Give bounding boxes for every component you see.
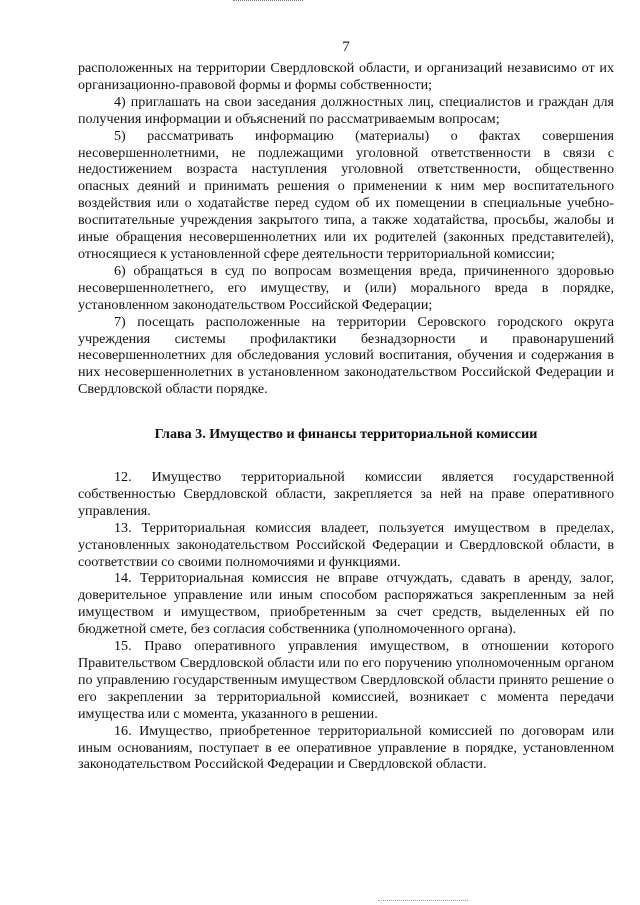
chapter-heading: Глава 3. Имущество и финансы территориальной комиссии: [154, 426, 538, 443]
document-body: [78, 60, 614, 773]
paragraph-clause-16: 16. Имущество, приобретенное территориальной комиссией по договорам или иным основаниям, поступает в ее оперативное управление в порядке, установленном законодательством Российской Федерации и Свердловской области.: [78, 722, 614, 773]
paragraph-item-4: 4) приглашать на свои заседания должностных лиц, специалистов и граждан для получения информации и объяснений по рассматриваемым вопросам;: [78, 93, 614, 127]
scan-artifact-top: [233, 0, 303, 4]
paragraph-item-5: 5) рассматривать информацию (материалы) о фактах совершения несовершеннолетними, не подлежащими уголовной ответственности в связи с недостижением возраста наступления уголовной ответственности, общественно опасных деяний и принимать решения о применении к ним мер воспитательного воздействия или о ходатайстве перед судом об их помещении в специальные учебно-воспитательные учреждения закрытого типа, а также ходатайства, просьбы, жалобы и иные обращения несовершеннолетних или их родителей (законных представителей), относящиеся к установленной сфере деятельности территориальной комиссии;: [78, 127, 614, 262]
paragraph-clause-14: 14. Территориальная комиссия не вправе отчуждать, сдавать в аренду, залог, доверительное управление или иным способом распоряжаться закрепленным за ней имуществом и имуществом, приобретенным за счет средств, выделенных ей по бюджетной смете, без согласия собственника (уполномоченного органа).: [78, 570, 614, 638]
page-number: 7: [342, 39, 350, 55]
paragraph-continuation: расположенных на территории Свердловской области, и организаций независимо от их организационно-правовой формы и формы собственности;: [78, 60, 614, 93]
paragraph-item-6: 6) обращаться в суд по вопросам возмещения вреда, причиненного здоровью несовершеннолетнего, его имуществу, и (или) морального вреда в порядке, установленном законодательством Российской Федерации;: [78, 262, 614, 313]
paragraph-item-7: 7) посещать расположенные на территории Серовского городского округа учреждения системы профилактики безнадзорности и правонарушений несовершеннолетних для обследования условий воспитания, обучения и содержания в них несовершеннолетних в установленном законодательством Российской Федерации и Свердловской области порядке.: [78, 313, 614, 398]
paragraph-clause-12: 12. Имущество территориальной комиссии является государственной собственностью Свердловской области, закрепляется за ней на праве оперативного управления.: [78, 469, 614, 519]
document-page: [78, 0, 614, 905]
paragraph-clause-15: 15. Право оперативного управления имуществом, в отношении которого Правительством Свердловской области или по его поручению уполномоченным органом по управлению государственным имуществом Свердловской области принято решение о его закреплении за территориальной комиссией, возникает с момента передачи имущества или с момента, указанного в решении.: [78, 638, 614, 722]
paragraph-clause-13: 13. Территориальная комиссия владеет, пользуется имуществом в пределах, установленных законодательством Российской Федерации и Свердловской области, в соответствии со своими полномочиями и функциями.: [78, 519, 614, 570]
scan-artifact-bottom: [378, 898, 468, 901]
